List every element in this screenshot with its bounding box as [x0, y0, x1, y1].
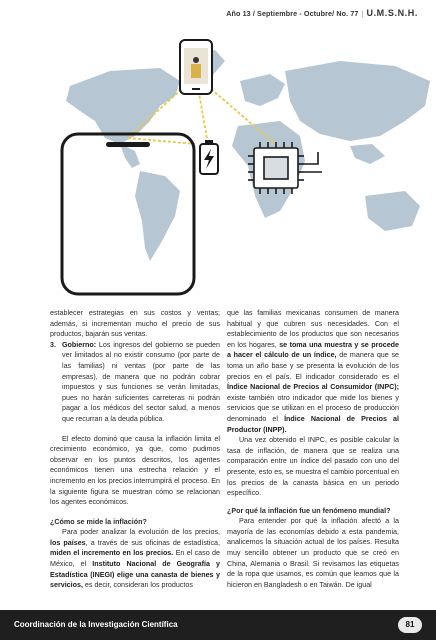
page-footer: [0, 610, 436, 640]
text-run: En el caso de México, el: [50, 549, 220, 569]
bold-run: los países: [50, 538, 86, 547]
microchip-icon: [248, 142, 322, 194]
bold-run: Índice Nacional de Precios al Productor (INPP).: [227, 414, 399, 434]
global-supply-illustration: [0, 26, 436, 296]
text-run: que las familias mexicanas consumen de manera habitual y que cubren sus necesidades. Con el establecimiento de los productos que son necesarios en los hogares,: [227, 309, 399, 349]
text-run: de manera que se toma un año base y se presenta la evolución de los precios en el país. El indicador considerado es el: [227, 351, 400, 381]
paragraph-global: Para entender por qué la inflación afectó a la mayoría de las economías debido a esta pandemia, analicemos la situación actual de los países. Resulta muy sencillo obtener un producto que se creó en China, Alemania o Brasil. Si revisamos las etiquetas de la ropa que usamos, es común que leamos que la hicieron en Bangladesh o en Taiwán. De igual: [227, 517, 399, 589]
paragraph-inpc: [227, 308, 399, 435]
text-run: es decir, consideran los productos: [82, 581, 193, 590]
bold-run: miden el incremento en los precios.: [50, 549, 174, 558]
battery-icon: [200, 140, 218, 174]
right-column: [227, 308, 399, 590]
text-run: Para poder analizar la evolución de los precios,: [62, 528, 220, 537]
text-run: , a través de sus oficinas de estadística,: [85, 538, 220, 547]
bold-run: se toma una muestra y se procede a hacer el cálculo de un índice,: [227, 340, 400, 360]
bold-run: Instituto Nacional de Geografía y Estadística (INEGI) elige una canasta de bienes y servicios,: [50, 560, 220, 590]
left-column: [50, 308, 220, 591]
heading-global-inflation: ¿Por qué la inflación fue un fenómeno mundial?: [227, 506, 391, 515]
paragraph-inflation-rate: Una vez obtenido el INPC, es posible calcular la tasa de inflación, de manera que se realiza una comparación entre un índice del pasado con uno del presente, esto es, se muestra el cambio porcentual en los precios de la canasta básica en un periodo específico.: [227, 436, 399, 498]
heading-measure-inflation: ¿Cómo se mide la inflación?: [50, 517, 147, 526]
paragraph-domino-effect: El efecto dominó que causa la inflación limita el crecimiento económico, ya que, como pudimos observar en los puntos descritos, los agentes económicos tienen una estrecha relación y el incremento en los precios interrumpirá el proceso. En la siguiente figura se muestran cómo se relacionan los agentes económicos.: [50, 434, 220, 507]
agents-list: [50, 340, 220, 425]
issue-header: [226, 8, 418, 18]
footer-label: Coordinación de la Investigación Científica: [14, 620, 178, 629]
bold-run: Índice Nacional de Precios al Consumidor (INPC);: [227, 383, 399, 392]
issue-info: Año 13 / Septiembre - Octubre/ No. 77: [226, 9, 359, 18]
list-item-government: [50, 340, 220, 425]
header-separator: |: [361, 9, 364, 18]
list-number: 3.: [50, 340, 56, 349]
paragraph-companies-end: establecer estrategias en sus costos y ventas; además, si incrementan mucho el precio de sus productos, bajarán sus ventas.: [50, 309, 220, 339]
list-item-text: Los ingresos del gobierno se pueden ver limitados al no existir consumo (por parte de las familias) ni ventas (por parte de las empresas), de manera que no podrán cobrar impuestos y sus funciones se verán limitadas, pues no harán suficientes carreteras ni podrán pagar a los médicos del sector salud, a menos que recurran a la deuda pública.: [62, 340, 220, 423]
list-item-lead: Gobierno:: [62, 340, 97, 349]
text-run: existe también otro indicador que mide los bienes y servicios que se utilizan en el proceso de producción denominado el: [227, 393, 399, 423]
paragraph-measure: [50, 527, 220, 591]
institution-name: U.M.S.N.H.: [366, 8, 418, 18]
smartphone-icon: [180, 40, 212, 94]
page-number: 81: [398, 617, 422, 633]
